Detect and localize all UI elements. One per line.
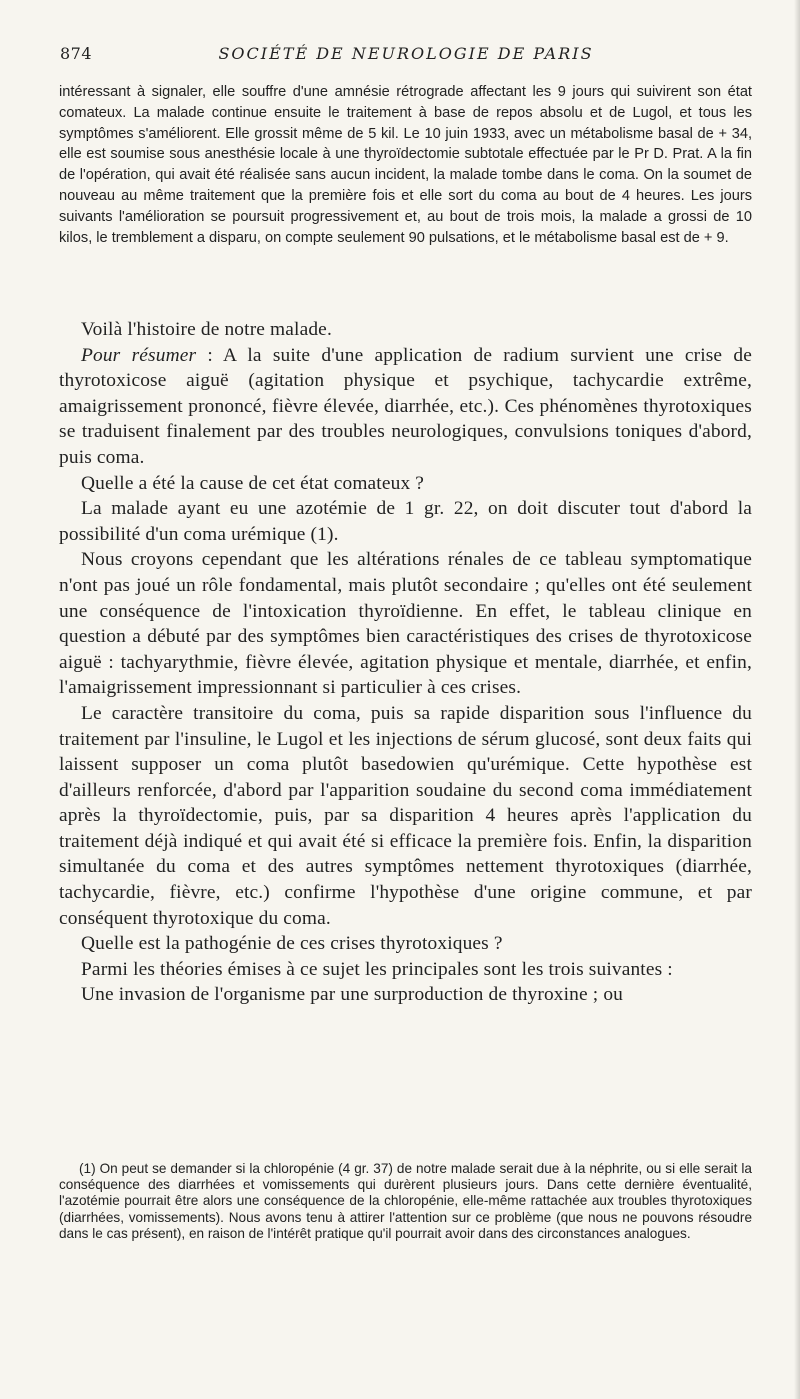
paragraph-question-cause: Quelle a été la cause de cet état comateux ? — [81, 472, 425, 494]
summary-body: : A la suite d'une application de radium survient une crise de thyrotoxicose aiguë (agitation physique et psychique, tachycardie extrême, amaigrissement prononcé, fièvre élevée, diarrhée, etc.). Ces phénomènes thyrotoxiques se traduisent finalement par des troubles neurologiques, convulsions toniques d'abord, puis coma. — [59, 344, 752, 468]
paragraph-renal-alterations: Nous croyons cependant que les altérations rénales de ce tableau symptomatique n'ont pas joué un rôle fondamental, mais plutôt secondaire ; qu'elles ont été seulement une conséquence de l'intoxication thyroïdienne. En effet, le tableau clinique en question a débuté par des symptômes bien caractéristiques des crises de thyrotoxicose aiguë : tachyarythmie, fièvre élevée, agitation physique et mentale, diarrhée, et enfin, l'amaigrissement impressionnant si particulier à ces crises. — [59, 549, 752, 699]
paragraph-transitory-coma: Le caractère transitoire du coma, puis sa rapide disparition sous l'influence du traitement par l'insuline, le Lugol et les injections de sérum glucosé, sont deux faits qui laissent supposer un coma plutôt basedowien qu'urémique. Cette hypothèse est d'ailleurs renforcée, d'abord par l'apparition soudaine du second coma immédiatement après la thyroïdectomie, puis, par sa disparition 4 heures après l'application du traitement déjà indiqué et qui avait été si efficace la première fois. Enfin, la disparition simultanée du coma et des autres symptômes nettement thyrotoxiques (diarrhée, tachycardie, fièvre, etc.) confirme l'hypothèse d'une origine commune, et par conséquent thyrotoxique du coma. — [59, 702, 752, 929]
paragraph-thyroxine: Une invasion de l'organisme par une surproduction de thyroxine ; ou — [81, 984, 624, 1006]
paragraph-history: Voilà l'histoire de notre malade. — [81, 319, 332, 340]
page-edge-shadow — [794, 0, 800, 1399]
paragraph-question-pathogeny: Quelle est la pathogénie de ces crises thyrotoxiques ? — [81, 933, 503, 955]
page-header — [60, 44, 752, 70]
main-text — [59, 317, 752, 1008]
paragraph-azotemia: La malade ayant eu une azotémie de 1 gr. 22, on doit discuter tout d'abord la possibilité d'un coma urémique (1). — [59, 498, 752, 545]
paragraph-theories: Parmi les théories émises à ce sujet les principales sont les trois suivantes : — [81, 958, 673, 980]
footnote-text: (1) On peut se demander si la chloropénie (4 gr. 37) de notre malade serait due à la néphrite, ou si elle serait la conséquence des diarrhées et vomissements qui durèrent plusieurs jours. Dans cette dernière éventualité, l'azotémie pourrait être alors une conséquence de la chloropénie, elle-même rattachée aux troubles thyrotoxiques (diarrhées, vomissements). Nous avons tenu à attirer l'attention sur ce problème (que nous ne pouvons résoudre dans le cas présent), en raison de l'intérêt pratique qu'il pourrait avoir dans des circonstances analogues. — [59, 1161, 752, 1241]
case-report-continuation: intéressant à signaler, elle souffre d'une amnésie rétrograde affectant les 9 jours qui suivirent son état comateux. La malade continue ensuite le traitement à base de repos absolu et de Lugol, et tous les symptômes s'améliorent. Elle grossit même de 5 kil. Le 10 juin 1933, avec un métabolisme basal de + 34, elle est soumise sous anesthésie locale à une thyroïdectomie subtotale effectuée par le Pr D. Prat. A la fin de l'opération, qui avait été réalisée sans aucun incident, la malade tombe dans le coma. On la soumet de nouveau au même traitement que la première fois et elle sort du coma au bout de 4 heures. Les jours suivants l'amélioration se poursuit progressivement et, au bout de trois mois, la malade a grossi de 10 kilos, le tremblement a disparu, on compte seulement 90 pulsations, et le métabolisme basal est de + 9. — [59, 84, 752, 246]
page-number: 874 — [60, 44, 93, 63]
footnote — [59, 1161, 752, 1242]
summary-lead: Pour résumer — [81, 344, 197, 366]
paragraph-summary — [59, 343, 752, 471]
running-title: SOCIÉTÉ DE NEUROLOGIE DE PARIS — [218, 44, 594, 63]
